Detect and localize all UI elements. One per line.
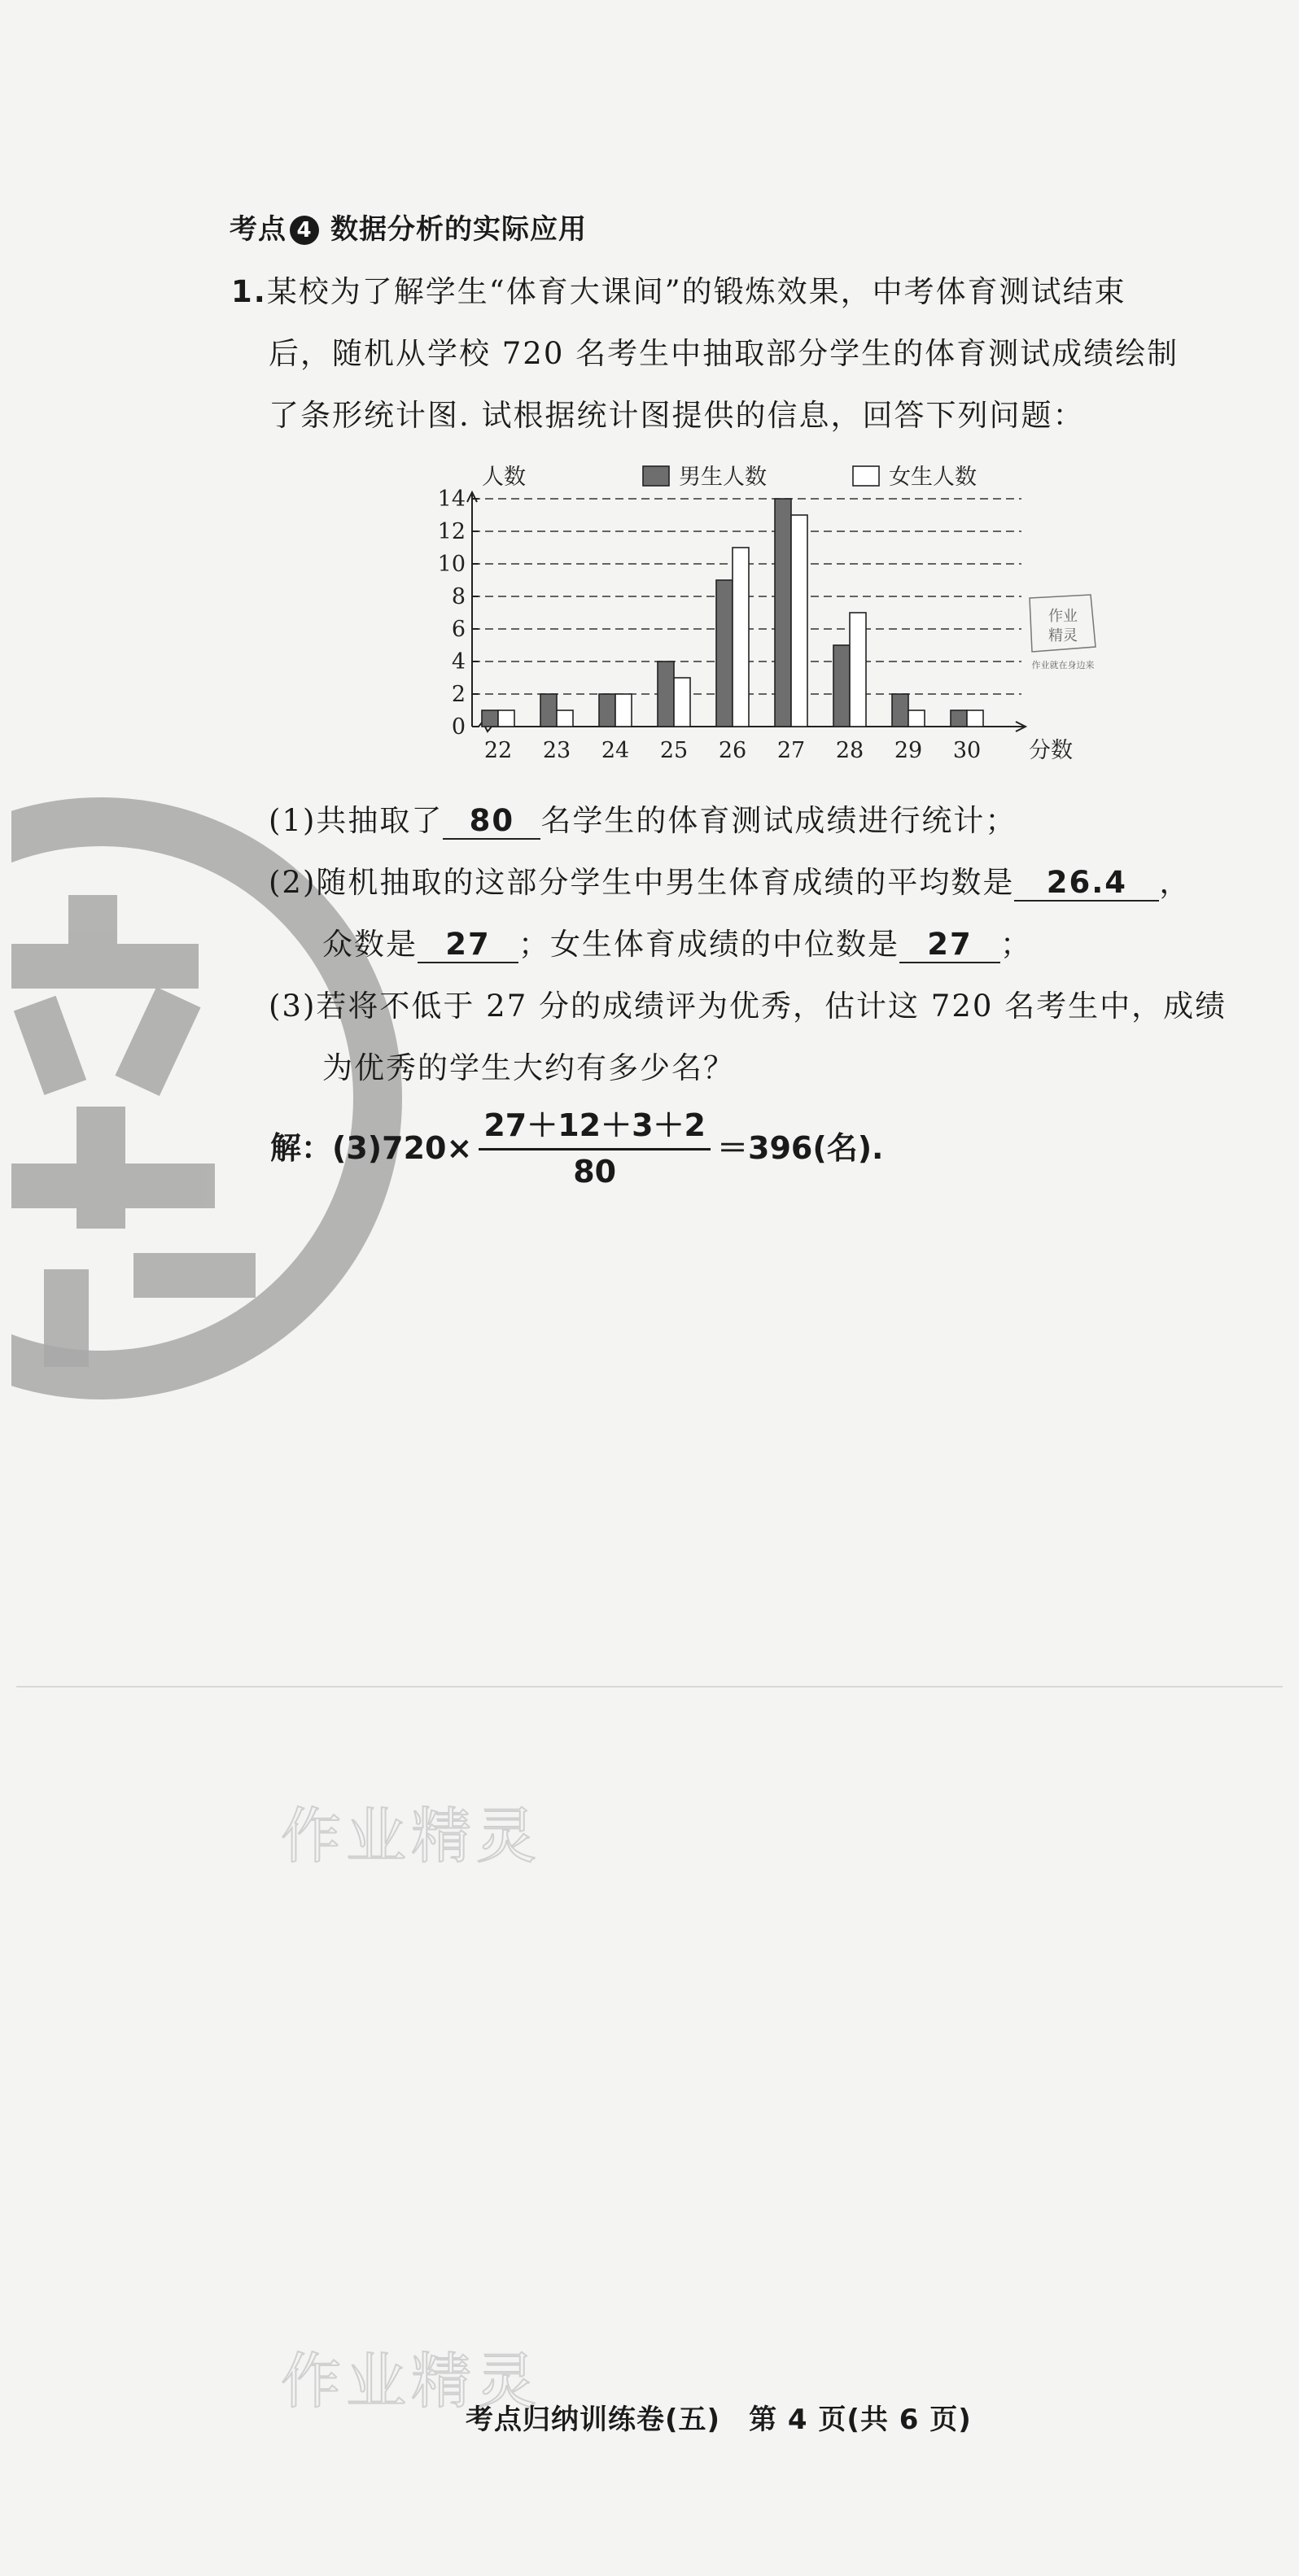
x-tick-label: 22 [483,738,513,763]
y-tick-label: 0 [451,714,466,740]
sub2-median-label: ；女生体育成绩的中位数是 [518,927,899,962]
question-text-1: 某校为了解学生“体育大课间”的锻炼效果，中考体育测试结束 [266,274,1126,309]
bar-boys [482,710,498,727]
y-tick-label: 10 [437,552,466,577]
bar-boys [892,694,908,727]
question-number: 1. [231,274,267,309]
sub2-mode-answer: 27 [418,927,518,963]
sub1-answer: 80 [443,803,540,840]
legend-swatch-girls [853,466,879,486]
legend-swatch-boys [643,466,669,486]
watermark-1: 作业精灵 [281,1801,541,1871]
y-tick-label: 8 [451,584,466,609]
x-tick-label: 24 [601,738,630,763]
solution-prefix: 解：(3)720× [270,1129,473,1166]
bar-boys [775,499,791,727]
bar-girls [908,710,925,727]
chart-stamp-line-3: 作业就在身边来 [1031,660,1095,670]
sub2-text: (2)随机抽取的这部分学生中男生体育成绩的平均数是 [269,865,1015,900]
section-number-badge: 4 [290,216,319,245]
bar-girls [791,515,807,727]
y-tick-label: 14 [437,487,466,512]
sub-question-3-line-1: (3)若将不低于 27 分的成绩评为优秀，估计这 720 名考生中，成绩 [269,989,1227,1024]
bar-girls [733,548,749,727]
sub2-comma: ， [1159,865,1192,900]
section-prefix: 考点 [230,213,286,246]
sub2-mean-answer: 26.4 [1014,865,1159,902]
y-tick-label: 4 [451,649,466,675]
bar-girls [674,678,690,727]
bar-boys [540,694,557,727]
sub2-median-answer: 27 [899,927,1000,963]
sub-question-2-line-2 [322,919,1032,963]
solution-result: ＝396(名). [717,1129,884,1166]
legend-label-girls: 女生人数 [889,465,977,490]
solution [270,1100,884,1190]
section-heading [230,207,587,247]
bar-boys [599,694,615,727]
y-tick-label: 12 [437,519,466,544]
page-fold-divider [16,1686,1283,1687]
x-axis-label: 分数 [1029,738,1073,763]
bar-girls [557,710,573,727]
bar-chart [423,452,1099,773]
bar-girls [850,613,866,727]
y-tick-label: 6 [451,617,466,642]
sub2-mode-label: 众数是 [322,927,418,962]
x-tick-label: 26 [718,738,747,763]
y-axis-label: 人数 [482,465,526,490]
chart-stamp-line-2: 精灵 [1048,627,1078,644]
bar-girls [498,710,514,727]
fraction-denominator: 80 [573,1154,617,1190]
page-footer: 考点归纳训练卷(五) 第 4 页(共 6 页) [466,2404,972,2436]
watermark-2: 作业精灵 [281,2347,541,2417]
question-line-1 [231,267,1126,311]
solution-fraction [479,1100,711,1190]
x-tick-label: 29 [894,738,923,763]
sub-question-1 [269,796,1017,840]
x-tick-label: 23 [542,738,571,763]
bar-boys [716,580,733,727]
sub1-text-end: 名学生的体育测试成绩进行统计； [540,803,1017,838]
sub-question-2-line-1 [269,858,1191,902]
y-tick-label: 2 [451,682,466,707]
bar-boys [951,710,967,727]
bar-girls [615,694,632,727]
x-tick-label: 27 [776,738,806,763]
x-tick-label: 28 [835,738,864,763]
question-line-2: 后，随机从学校 720 名考生中抽取部分学生的体育测试成绩绘制 [269,336,1179,371]
bar-girls [967,710,983,727]
bar-boys [658,661,674,727]
sub2-end: ； [1000,927,1032,962]
question-line-3: 了条形统计图. 试根据统计图提供的信息，回答下列问题： [269,398,1085,433]
section-title: 数据分析的实际应用 [330,213,587,246]
x-tick-label: 25 [659,738,689,763]
legend-label-boys: 男生人数 [679,465,767,490]
bar-boys [833,645,850,727]
sub-question-3-line-2: 为优秀的学生大约有多少名？ [322,1050,735,1085]
x-tick-label: 30 [952,738,982,763]
chart-stamp-line-1: 作业 [1048,608,1078,625]
sub1-text: (1)共抽取了 [269,803,444,838]
fraction-numerator: 27＋12＋3＋2 [479,1100,711,1150]
